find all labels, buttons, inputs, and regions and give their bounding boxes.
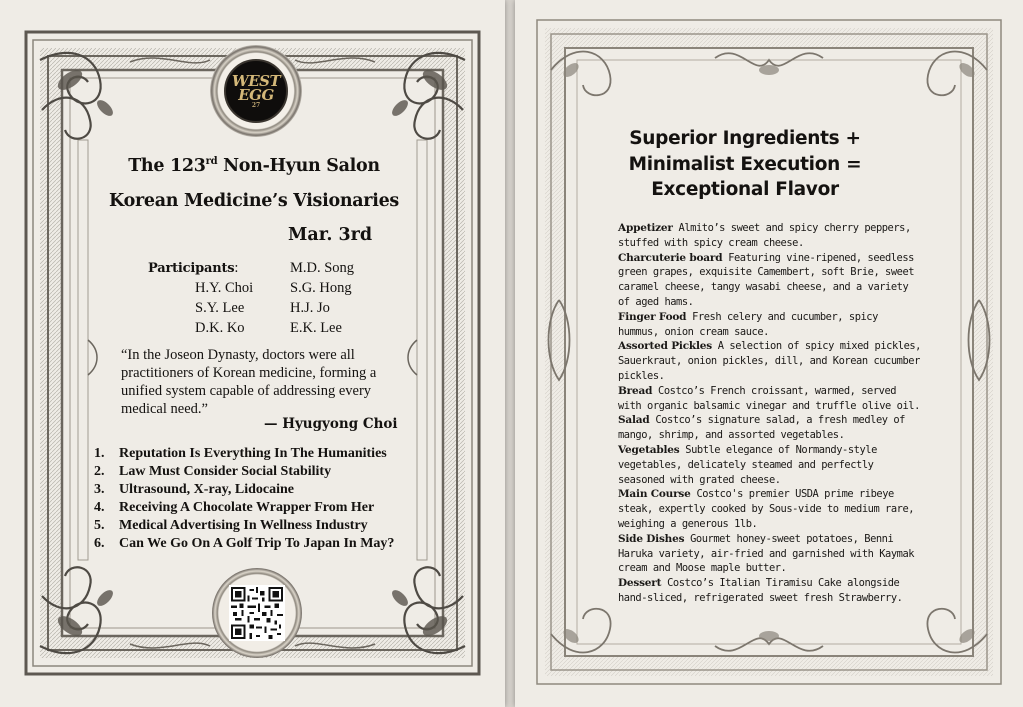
course-description: Fresh celery and cucumber, spicy hummus, onion cream sauce. [618,310,878,338]
qr-code[interactable] [229,585,285,641]
menu-item [618,339,923,383]
course-name: Side Dishes [618,532,685,545]
course-description: Costco’s signature salad, a fresh medley of mango, shrimp, and assorted vegetables. [618,414,905,442]
menu-item [618,576,923,606]
course-description: Gourmet honey-sweet potatoes, Benni Haruka variety, air-fried and garnished with Kaymak cream and Moose maple butter. [618,532,915,575]
menu-title [595,126,895,203]
participant-name: H.Y. Choi [195,280,254,296]
course-name: Appetizer [618,222,673,234]
topic-text: Medical Advertising In Wellness Industry [119,518,368,533]
topic-text: Receiving A Chocolate Wrapper From Her [119,500,375,515]
quote-author: — Hyugyong Choi [264,416,398,432]
quote-text: “In the Joseon Dynasty, doctors were all practitioners of Korean medicine, forming a unified system capable of addressing every medical need.” [121,347,377,417]
menu-title-line: Exceptional Flavor [651,179,839,200]
topic-item: 3. Ultrasound, X-ray, Lidocaine [94,482,295,497]
course-description: Costco's premier USDA prime ribeye steak, expertly cooked by Sous-vide to medium rare, weighing a generous 1lb. [618,488,915,530]
participant-name: D.K. Ko [195,320,245,336]
course-name: Charcuterie board [618,251,723,264]
course-name: Dessert [618,577,662,590]
course-name: Bread [618,384,653,397]
topic-item: 1. Reputation Is Everything In The Humanities [94,446,387,461]
west-egg-logo [210,45,302,137]
menu-item [618,221,923,251]
event-date: Mar. 3rd [288,225,373,245]
salon-invitation-card [0,0,505,707]
event-title-ordinal: rd [205,156,218,168]
topic-text: Reputation Is Everything In The Humanities [119,446,387,461]
course-description: Subtle elegance of Normandy-style vegetables, delicately steamed and perfectly seasoned with grated cheese. [618,443,877,486]
topic-text: Can We Go On A Golf Trip To Japan In May? [119,536,395,551]
course-name: Main Course [618,488,691,501]
event-subtitle: Korean Medicine’s Visionaries [109,191,399,211]
course-name: Salad [618,414,650,427]
logo-text-west: WEST [231,71,281,90]
logo-text-number: 27 [251,101,261,109]
menu-item [618,251,923,310]
course-description: Featuring vine-ripened, seedless green grapes, exquisite Camembert, soft Brie, sweet caramel cheese, tangy wasabi cheese, and a variety of aged hams. [618,251,915,308]
menu-item [618,413,923,443]
participant-name: E.K. Lee [290,320,342,336]
menu-item [618,532,923,576]
topic-item: 4. Receiving A Chocolate Wrapper From Her [94,500,375,515]
course-name: Vegetables [618,443,680,456]
menu-list [618,221,923,606]
qr-code-medallion [212,568,302,658]
menu-item [618,310,923,340]
course-description: Almito’s sweet and spicy cherry peppers, stuffed with spicy cream cheese. [618,222,911,249]
course-name: Finger Food [618,310,687,323]
topic-item: 6. Can We Go On A Golf Trip To Japan In May? [94,536,395,551]
logo-badge [224,59,288,123]
menu-item [618,487,923,531]
course-name: Assorted Pickles [618,340,712,353]
course-description: Costco’s French croissant, warmed, served with organic balsamic vinegar and truffle olive oil. [618,384,920,412]
event-title [60,156,448,176]
menu-item [618,443,923,487]
participants-label: Participants: [148,260,239,276]
topic-text: Law Must Consider Social Stability [119,464,332,479]
event-title-suffix: Non-Hyun Salon [217,156,380,176]
participants-block [148,260,428,340]
course-description: A selection of spicy mixed pickles, Sauerkraut, onion pickles, dill, and Korean cucumber pickles. [618,340,921,382]
topic-item: 5. Medical Advertising In Wellness Industry [94,518,368,533]
menu-title-line: Superior Ingredients + [629,128,861,149]
menu-title-line: Minimalist Execution = [628,153,862,175]
participant-name: M.D. Song [290,260,355,276]
logo-text-egg: EGG [238,85,274,104]
participant-name: S.Y. Lee [195,300,245,316]
event-title-prefix: The 123 [128,156,206,176]
topic-text: Ultrasound, X-ray, Lidocaine [119,482,295,497]
menu-item [618,384,923,414]
topic-item: 2. Law Must Consider Social Stability [94,464,332,479]
course-description: Costco’s Italian Tiramisu Cake alongside hand-sliced, refrigerated sweet fresh Strawberry. [618,577,903,604]
participant-name: H.J. Jo [290,300,330,316]
discussion-topics-list [94,445,424,553]
participant-name: S.G. Hong [290,280,352,296]
